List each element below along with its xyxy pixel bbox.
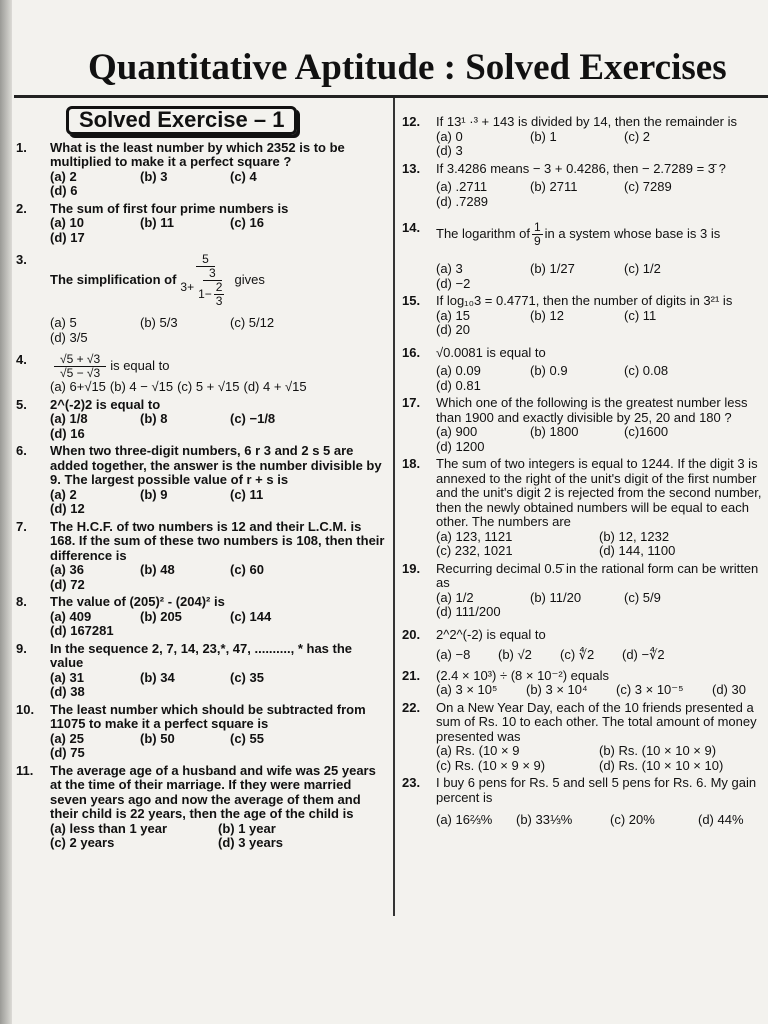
question-17: 17. Which one of the following is the greatest number less than 1900 and exactly divisible by 25, 20 and 180 ? (a) 900 (b) 1800 (c)1600 (d) 1200: [402, 395, 748, 454]
question-23: 23. I buy 6 pens for Rs. 5 and sell 5 pens for Rs. 6. My gain percent is (a) 16⅔% (b) 33⅓% (c) 20% (d) 44%: [402, 775, 757, 827]
question-16: 16. √0.0081 is equal to (a) 0.09 (b) 0.9 (c) 0.08 (d) 0.81: [402, 344, 669, 393]
page-title: Quantitative Aptitude : Solved Exercises: [88, 47, 727, 88]
question-10: 10. The least number which should be subtracted from 11075 to make it a perfect square is (a) 25 (b) 50 (c) 55 (d) 75: [16, 701, 366, 760]
question-4: 4. √5 + √3 √5 − √3 is equal to (a) 6+√15 (b) 4 − √15 (c) 5 + √15 (d) 4 + √15: [16, 352, 307, 394]
left-column: [14, 106, 386, 851]
question-14: 14. The logarithm of $\frac{1}{9}$ in a system whose base is 3 is (a) 3 (b) 1/27 (c) 1/2 (d) −2: [402, 220, 721, 291]
section-badge: Solved Exercise – 1: [66, 106, 297, 135]
question-3: 3. The simplification of 5 3+ 3 1− $\frac{2}{3}$ gives (a) 5 (b) 5/3 (c) 5/12 (d) 3/5: [16, 252, 275, 345]
question-12: 12. If 13¹ ·³ + 143 is divided by 14, then the remainder is (a) 0 (b) 1 (c) 2 (d) 3: [402, 114, 737, 158]
question-22: 22. On a New Year Day, each of the 10 friends presented a sum of Rs. 10 to each other. The total amount of money presented was (a) Rs. (10 × 9 (b) Rs. (10 × 10 × 9) (c) Rs. (10 × 9 × 9) (d) Rs. (10 × 10 × 10): [402, 699, 757, 773]
question-15: 15. If log₁₀3 = 0.4771, then the number of digits in 3²¹ is (a) 15 (b) 12 (c) 11 (d) 20: [402, 293, 733, 337]
nested-fraction: 5 3+ 3 1− $\frac{2}{3}$: [180, 252, 223, 308]
question-8: 8. The value of (205)² - (204)² is (a) 409 (b) 205 (c) 144 (d) 167281: [16, 594, 272, 638]
question-20: 20. 2^2^(-2) is equal to (a) −8 (b) √2 (c) ∜2 (d) −∜2: [402, 626, 665, 662]
question-9: 9. In the sequence 2, 7, 14, 23,*, 47, .........., * has the value (a) 31 (b) 34 (c) 35 (d) 38: [16, 640, 353, 699]
right-column: [400, 112, 762, 828]
question-18: 18. The sum of two integers is equal to 1244. If the digit 3 is annexed to the right of the unit's digit of the first number and the unit's digit 2 is rejected from the second number, then the newly obtained numbers will be equal to each other. The numbers are (a) 123, 1121 (b) 12, 1232 (c) 232, 1021 (d) 144, 1100: [402, 456, 762, 558]
column-divider: [393, 98, 395, 916]
surd-fraction: √5 + √3 √5 − √3: [54, 353, 106, 380]
title-rule: [14, 95, 768, 98]
question-6: 6. When two three-digit numbers, 6 r 3 and 2 s 5 are added together, the answer is the number divisible by 9. The largest possible value of r + s is (a) 2 (b) 9 (c) 11 (d) 12: [16, 443, 382, 516]
question-5: 5. 2^(-2)2 is equal to (a) 1/8 (b) 8 (c) −1/8 (d) 16: [16, 396, 276, 441]
question-19: 19. Recurring decimal 0.5̄ in the rational form can be written as (a) 1/2 (b) 11/20 (c) 5/9 (d) 111/200: [402, 560, 759, 619]
question-1: 1. What is the least number by which 2352 is to be multiplied to make it a perfect square ? (a) 2 (b) 3 (c) 4 (d) 6: [16, 139, 345, 198]
fraction-one-ninth: $\frac{1}{9}$: [533, 220, 541, 248]
question-11: 11. The average age of a husband and wife was 25 years at the time of their marriage. If they were married seven years ago and now the average of them and their child is 22 years, then the age of the child is (a) less than 1 year (b) 1 year (c) 2 years (d) 3 years: [16, 762, 376, 850]
question-2: 2. The sum of first four prime numbers is (a) 10 (b) 11 (c) 16 (d) 17: [16, 200, 289, 245]
scan-edge-shadow: [0, 0, 12, 1024]
question-7: 7. The H.C.F. of two numbers is 12 and their L.C.M. is 168. If the sum of these two numbers is 108, then their difference is (a) 36 (b) 48 (c) 60 (d) 72: [16, 518, 385, 592]
question-21: 21. (2.4 × 10³) ÷ (8 × 10⁻²) equals (a) 3 × 10⁵ (b) 3 × 10⁴ (c) 3 × 10⁻⁵ (d) 30: [402, 667, 746, 697]
question-13: 13. If 3.4286 means − 3 + 0.4286, then − 2.7289 = 3̄ ? (a) .2711 (b) 2711 (c) 7289 (d) .7289: [402, 160, 726, 209]
